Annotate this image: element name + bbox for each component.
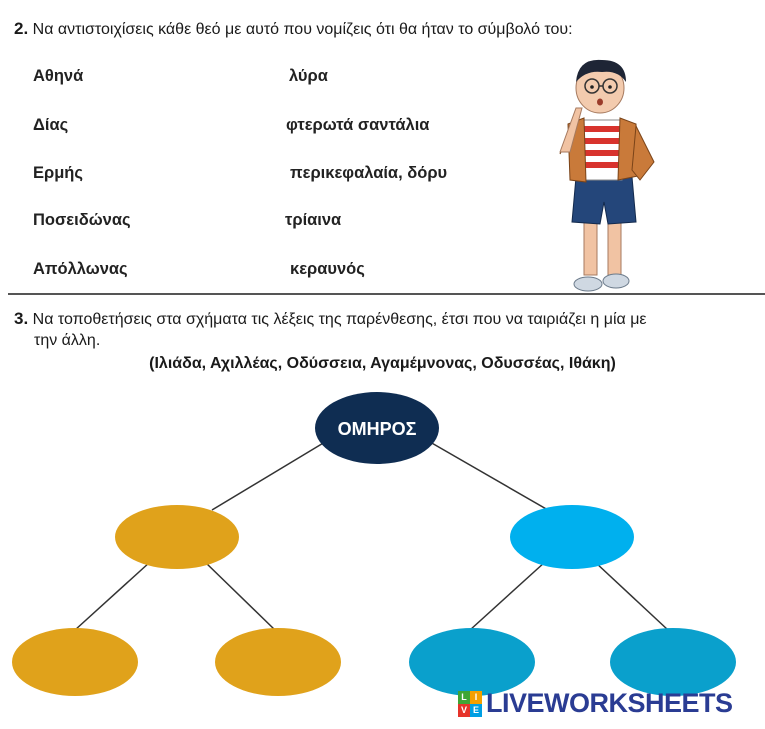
symbol-trident[interactable]: τρίαινα: [285, 211, 342, 229]
liveworksheets-wordmark: LIVEWORKSHEETS: [486, 688, 733, 718]
exercise-3-instruction: [14, 308, 754, 330]
liveworksheets-brand: [458, 688, 733, 719]
symbol-helmet-spear[interactable]: περικεφαλαία, δόρυ: [290, 164, 448, 182]
god-athena[interactable]: Αθηνά: [33, 67, 84, 85]
symbol-thunderbolt[interactable]: κεραυνός: [290, 260, 365, 278]
root-node-label: ΟΜΗΡΟΣ: [337, 419, 417, 439]
logo-letter-i: I: [470, 691, 482, 704]
exercise-3-number: 3.: [14, 309, 29, 328]
word-bank: (Ιλιάδα, Αχιλλέας, Οδύσσεια, Αγαμέμνονας, Οδυσσέας, Ιθάκη): [149, 355, 616, 372]
answer-node-right-left[interactable]: [409, 628, 535, 696]
answer-node-left[interactable]: [115, 505, 239, 569]
answer-node-left-left[interactable]: [12, 628, 138, 696]
exercise-3-text-line2: την άλλη.: [34, 332, 101, 349]
exercise-2-number: 2.: [14, 19, 29, 38]
section-divider: [8, 293, 765, 295]
logo-letter-l: L: [458, 691, 470, 704]
homer-tree-diagram: [0, 390, 765, 729]
god-hermes[interactable]: Ερμής: [33, 164, 83, 182]
god-apollo[interactable]: Απόλλωνας: [33, 260, 128, 278]
god-poseidon[interactable]: Ποσειδώνας: [33, 211, 131, 229]
answer-node-right[interactable]: [510, 505, 634, 569]
answer-node-right-right[interactable]: [610, 628, 736, 696]
symbol-winged-sandals[interactable]: φτερωτά σαντάλια: [286, 116, 430, 134]
answer-node-left-right[interactable]: [215, 628, 341, 696]
exercise-2-text: Να αντιστοιχίσεις κάθε θεό με αυτό που νομίζεις ότι θα ήταν το σύμβολό του:: [32, 21, 573, 38]
exercise-2-instruction: [14, 18, 573, 40]
logo-letter-v: V: [458, 704, 470, 717]
exercise-3-text-line1: Να τοποθετήσεις στα σχήματα τις λέξεις της παρένθεσης, έτσι που να ταιριάζει η μία με: [32, 311, 647, 328]
liveworksheets-logo-icon: [458, 691, 482, 717]
god-zeus[interactable]: Δίας: [33, 116, 69, 134]
logo-letter-e: E: [470, 704, 482, 717]
boy-thinking-illustration: [548, 52, 663, 297]
symbol-lyre[interactable]: λύρα: [289, 67, 328, 85]
